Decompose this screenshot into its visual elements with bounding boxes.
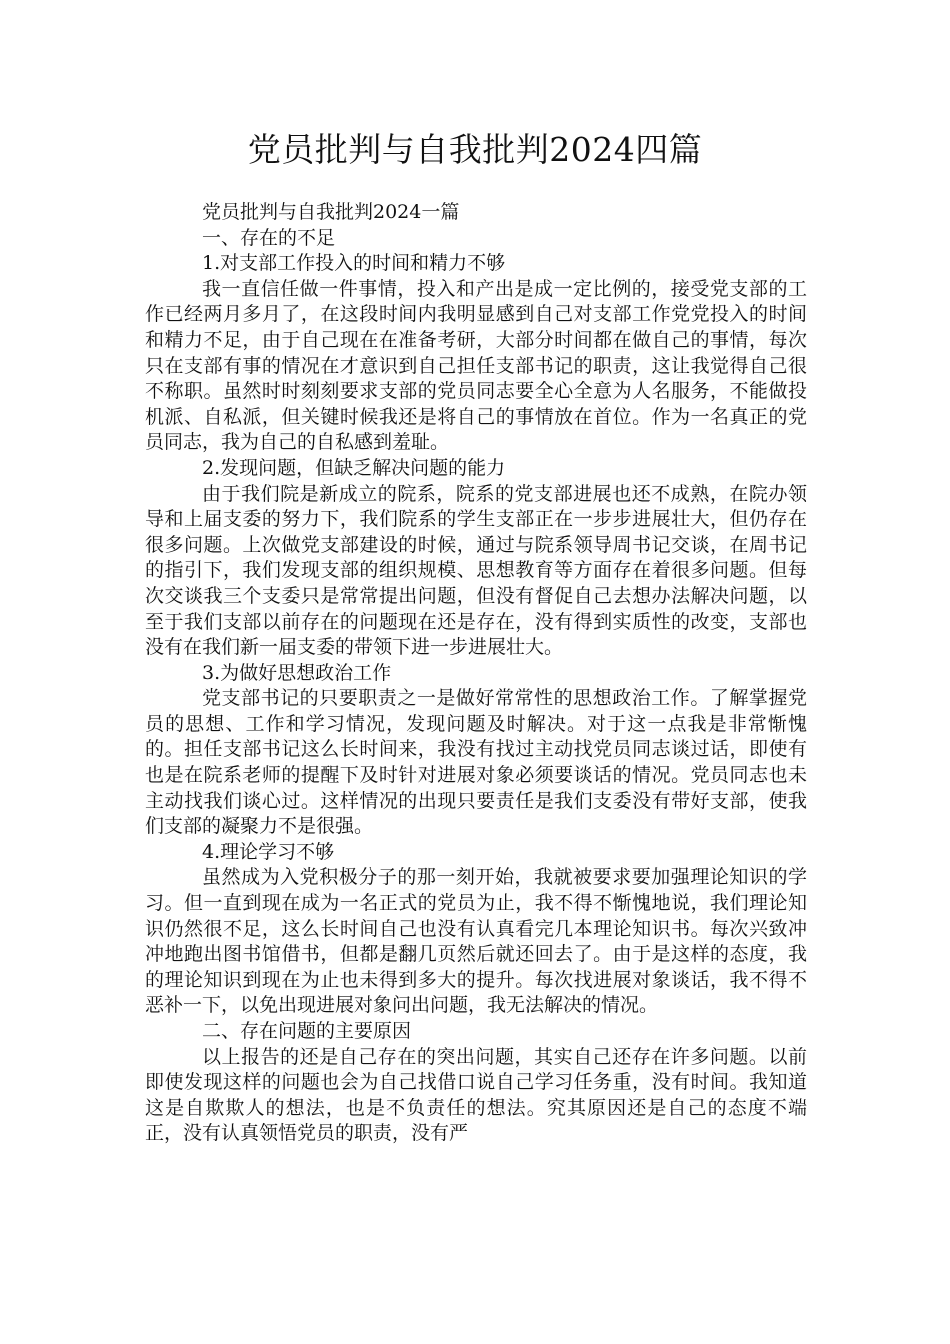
item-heading: 2.发现问题，但缺乏解决问题的能力 (202, 456, 506, 479)
item-heading: 1.对支部工作投入的时间和精力不够 (202, 252, 506, 275)
item-heading: 3.为做好思想政治工作 (202, 661, 392, 684)
item-heading: 4.理论学习不够 (202, 840, 335, 863)
body-paragraph: 以上报告的还是自己存在的突出问题，其实自己还存在许多问题。以前即使发现这样的问题也会为自己找借口说自己学习任务重，没有时间。我知道这是自欺欺人的想法，也是不负责任的想法。究其原因还是自己的态度不端正，没有认真领悟党员的职责，没有严 (145, 1045, 807, 1145)
subsection-heading: 二、存在问题的主要原因 (202, 1020, 412, 1042)
subsection-heading: 一、存在的不足 (202, 226, 336, 249)
body-paragraph: 虽然成为入党积极分子的那一刻开始，我就被要求要加强理论知识的学习。但一直到现在成为一名正式的党员为止，我不得不惭愧地说，我们理论知识仍然很不足，这么长时间自己也没有认真看完几本理论知识书。每次兴致冲冲地跑出图书馆借书，但都是翻几页然后就还回去了。由于是这样的态度，我的理论知识到现在为止也未得到多大的提升。每次找进展对象谈话，我不得不恶补一下，以免出现进展对象问出问题，我无法解决的情况。 (145, 866, 807, 1017)
section-heading: 党员批判与自我批判2024一篇 (202, 201, 460, 223)
document-title: 党员批判与自我批判2024四篇 (247, 130, 703, 169)
document-body (145, 200, 807, 1147)
body-paragraph: 由于我们院是新成立的院系，院系的党支部进展也还不成熟，在院办领导和上届支委的努力下，我们院系的学生支部正在一步步进展壮大，但仍存在很多问题。上次做党支部建设的时候，通过与院系领导周书记交谈，在周书记的指引下，我们发现支部的组织规模、思想教育等方面存在着很多问题。但每次交谈我三个支委只是常常提出问题，但没有督促自己去想办法解决问题，以至于我们支部以前存在的问题现在还是存在，没有得到实质性的改变，支部也没有在我们新一届支委的带领下进一步进展壮大。 (145, 482, 807, 659)
body-paragraph: 党支部书记的只要职责之一是做好常常性的思想政治工作。了解掌握党员的思想、工作和学习情况，发现问题及时解决。对于这一点我是非常惭愧的。担任支部书记这么长时间来，我没有找过主动找党员同志谈过话，即使有也是在院系老师的提醒下及时针对进展对象必须要谈话的情况。党员同志也未主动找我们谈心过。这样情况的出现只要责任是我们支委没有带好支部，使我们支部的凝聚力不是很强。 (145, 687, 807, 838)
body-paragraph: 我一直信任做一件事情，投入和产出是成一定比例的，接受党支部的工作已经两月多月了，在这段时间内我明显感到自己对支部工作党党投入的时间和精力不足，由于自己现在在准备考研，大部分时间都在做自己的事情，每次只在支部有事的情况在才意识到自己担任支部书记的职责，这让我觉得自己很不称职。虽然时时刻刻要求支部的党员同志要全心全意为人名服务，不能做投机派、自私派，但关键时候我还是将自己的事情放在首位。作为一名真正的党员同志，我为自己的自私感到羞耻。 (145, 277, 807, 454)
